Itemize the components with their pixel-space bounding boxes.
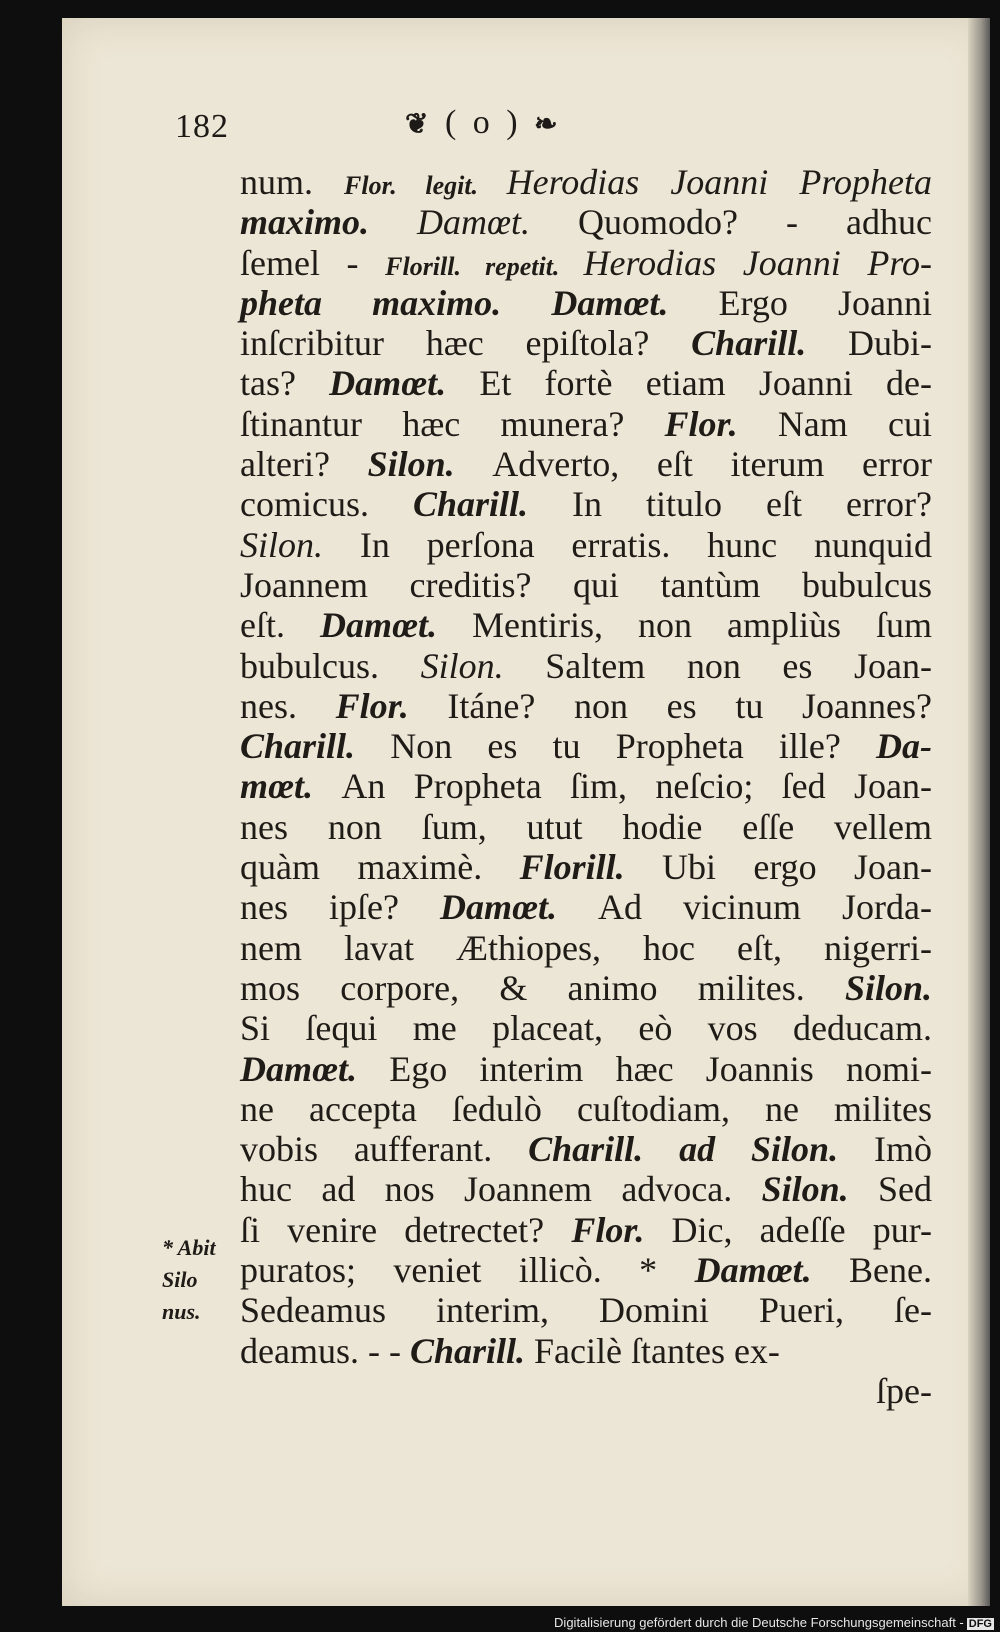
text-line (240, 686, 932, 726)
text-segment: Herodias Joanni Pro- (583, 242, 932, 283)
text-segment: Charill. (409, 1330, 535, 1371)
text-segment: ſi venire detrectet? (240, 1209, 572, 1250)
text-segment: An Propheta ſim, neſcio; ſed Joan- (341, 766, 932, 807)
text-line (240, 243, 932, 283)
text-segment: vobis aufferant. (240, 1129, 529, 1170)
margin-note-line: Silo (162, 1267, 198, 1292)
text-segment: maximo. (240, 202, 418, 243)
footer-text: Digitalisierung gefördert durch die Deutsche Forschungsgemeinschaft - (554, 1615, 964, 1630)
text-segment: Damœt. (240, 1048, 390, 1089)
text-segment: Charill. (240, 726, 391, 767)
footer-credit (554, 1615, 994, 1630)
text-segment: Si ſequi me placeat, eò vos deducam. (240, 1008, 932, 1049)
text-segment: Ego interim hæc Joannis nomi- (389, 1048, 933, 1089)
text-segment: nem lavat Æthiopes, hoc eſt, nigerri- (240, 927, 932, 968)
text-line (240, 847, 932, 887)
text-line (240, 928, 932, 968)
text-segment: num. (240, 162, 345, 202)
text-line (240, 202, 932, 242)
text-segment: Silon. (844, 967, 932, 1008)
text-segment: quàm maximè. (240, 847, 520, 888)
margin-note (162, 1232, 216, 1328)
text-segment: Joannem creditis? qui tantùm bubulcus (240, 564, 932, 605)
text-segment: Sed (878, 1169, 933, 1210)
text-segment: Damœt. (440, 887, 599, 928)
text-segment: Non es tu Propheta ille? (390, 726, 876, 767)
text-segment: Damœt. (551, 282, 719, 323)
text-line (240, 363, 932, 403)
text-segment: Ergo Joanni (718, 282, 932, 323)
text-line (240, 1290, 932, 1330)
text-segment: ſemel - (240, 242, 386, 283)
text-line (240, 807, 932, 847)
text-segment: Flor. legit. (344, 171, 507, 200)
text-line (240, 1250, 932, 1290)
text-line (240, 1331, 932, 1371)
text-segment: Saltem non es Joan- (545, 645, 933, 686)
text-segment: inſcribitur hæc epiſtola? (240, 323, 692, 364)
page-number: 182 (175, 108, 229, 145)
text-segment: In titulo eſt error? (572, 484, 932, 525)
text-segment: Silon. (420, 645, 546, 686)
text-segment: In perſona erratis. hunc nunquid (359, 524, 932, 565)
text-line (240, 1008, 932, 1048)
text-segment: ſpe- (876, 1370, 932, 1411)
text-segment: mœt. (240, 766, 342, 807)
text-segment: puratos; veniet illicò. * (240, 1250, 695, 1291)
text-segment: Damœt. (320, 605, 473, 646)
text-segment: tas? (240, 363, 330, 404)
text-segment: Charill. (691, 323, 848, 364)
text-segment: Flor. (335, 685, 448, 726)
text-segment: Nam cui (777, 403, 932, 444)
text-segment: Bene. (849, 1250, 932, 1291)
text-line (240, 646, 932, 686)
book-spine-edge (968, 18, 990, 1606)
text-segment: Itáne? non es tu Joannes? (447, 685, 932, 726)
text-line (240, 1129, 932, 1169)
text-segment: Mentiris, non ampliùs ſum (472, 605, 933, 646)
text-line (240, 444, 932, 484)
text-segment: Silon. (761, 1169, 879, 1210)
text-segment: Et fortè etiam Joanni de- (479, 363, 933, 404)
text-line (240, 726, 932, 766)
text-line (240, 887, 932, 927)
text-segment: nes. (240, 685, 336, 726)
dfg-logo: DFG (968, 1618, 992, 1630)
text-segment: pheta maximo. (240, 282, 552, 323)
text-line (240, 283, 932, 323)
text-line (240, 323, 932, 363)
header-ornament (405, 104, 562, 142)
ornament-text: ( o ) (444, 104, 522, 141)
text-line (240, 1089, 932, 1129)
text-segment: mos corpore, & animo milites. (240, 967, 845, 1008)
text-segment: Charill. ad Silon. (528, 1129, 874, 1170)
text-segment: bubulcus. (240, 645, 421, 686)
fleuron-right-icon: ❧ (534, 109, 562, 140)
text-line (240, 968, 932, 1008)
text-segment: Dic, adeſſe pur- (671, 1209, 932, 1250)
text-segment: Dubi- (847, 323, 932, 364)
text-segment: comicus. (240, 484, 413, 525)
text-segment: Sedeamus interim, Domini Pueri, ſe- (240, 1290, 932, 1331)
body-text (240, 162, 932, 1411)
text-segment: eſt. (240, 605, 320, 646)
text-segment: Charill. (412, 484, 573, 525)
text-segment: Silon. (367, 444, 493, 485)
text-line (240, 525, 932, 565)
text-line (240, 162, 932, 202)
text-segment: Ubi ergo Joan- (662, 847, 932, 888)
text-segment: Flor. (571, 1209, 672, 1250)
text-segment: Silon. (240, 524, 360, 565)
text-segment: Ad vicinum Jorda- (598, 887, 933, 928)
text-line (240, 1169, 932, 1209)
text-segment: deamus. - - (240, 1330, 410, 1371)
text-segment: Facilè ſtantes ex- (534, 1330, 780, 1371)
text-segment: Damœt. (329, 363, 480, 404)
margin-note-line: nus. (162, 1299, 201, 1324)
text-line (240, 1371, 932, 1411)
text-line (240, 605, 932, 645)
text-segment: ſtinantur hæc munera? (240, 403, 665, 444)
text-line (240, 1210, 932, 1250)
text-line (240, 484, 932, 524)
text-segment: nes ipſe? (240, 887, 440, 928)
text-line (240, 1049, 932, 1089)
text-segment: nes non ſum, utut hodie eſſe vellem (240, 806, 932, 847)
text-segment: Flor. (664, 403, 778, 444)
text-line (240, 565, 932, 605)
text-segment: Damœt. (694, 1250, 850, 1291)
text-segment: Florill. repetit. (385, 251, 584, 281)
running-head (175, 100, 915, 160)
text-line (240, 766, 932, 806)
text-segment: huc ad nos Joannem advoca. (240, 1169, 762, 1210)
margin-note-line: * Abit (162, 1235, 216, 1260)
text-segment: Da- (876, 726, 932, 767)
text-segment: alteri? (240, 444, 368, 485)
text-segment: Florill. (519, 847, 663, 888)
text-line (240, 404, 932, 444)
text-segment: Herodias Joanni Propheta (506, 162, 932, 202)
text-segment: Damœt. (417, 202, 579, 243)
text-segment: ne accepta ſedulò cuſtodiam, ne milites (240, 1088, 932, 1129)
text-segment: Quomodo? - adhuc (578, 202, 932, 243)
text-segment: Imò (874, 1129, 932, 1170)
fleuron-left-icon: ❦ (405, 109, 433, 140)
text-segment: Adverto, eſt iterum error (492, 444, 932, 485)
